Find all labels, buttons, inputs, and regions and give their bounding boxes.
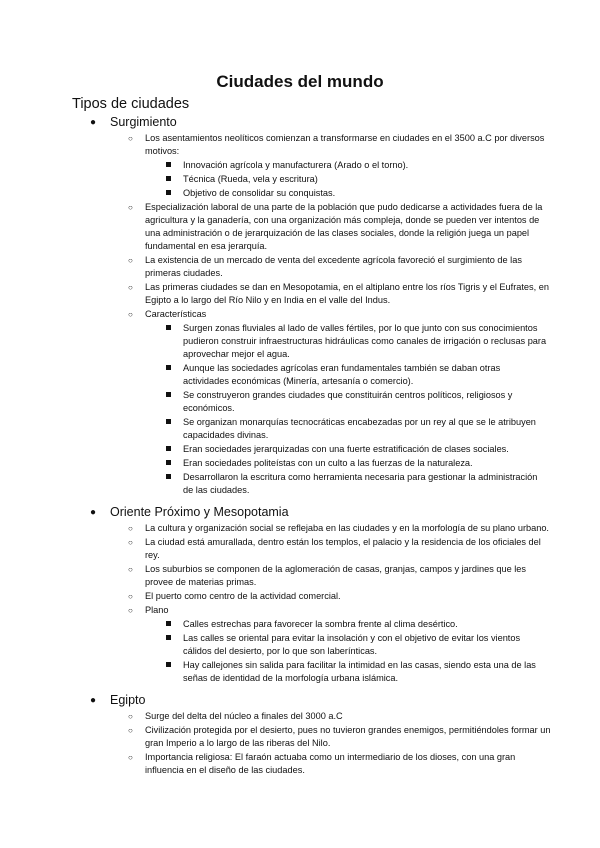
bullet-dot-icon: ● (90, 695, 97, 706)
list-text: Los suburbios se componen de la aglomeración de casas, granjas, campos y jardines que les provee de materias primas. (145, 564, 526, 587)
bullet-square-icon (166, 325, 171, 330)
list-text: Eran sociedades politeístas con un culto a las fuerzas de la naturaleza. (183, 458, 473, 468)
list-item (0, 159, 600, 172)
bullet-circle-icon: ○ (128, 283, 133, 292)
bullet-square-icon (166, 474, 171, 479)
bullet-circle-icon: ○ (128, 726, 133, 735)
section-oriente (0, 505, 600, 686)
list-item (0, 201, 600, 253)
bullet-circle-icon: ○ (128, 134, 133, 143)
bullet-square-icon (166, 365, 171, 370)
list-item (0, 471, 600, 497)
bullet-circle-icon: ○ (128, 565, 133, 574)
list-item (0, 724, 600, 750)
bullet-square-icon (166, 162, 171, 167)
list-text: Desarrollaron la escritura como herramienta necesaria para gestionar la administración de las ciudades. (183, 472, 538, 495)
bullet-square-icon (166, 446, 171, 451)
bullet-dot-icon: ● (90, 117, 97, 128)
list-item (0, 173, 600, 186)
bullet-circle-icon: ○ (128, 538, 133, 547)
list-text: Innovación agrícola y manufacturera (Arado o el torno). (183, 160, 409, 170)
list-heading: Oriente Próximo y Mesopotamia (110, 505, 289, 519)
list-text: Se organizan monarquías tecnocráticas encabezadas por un rey al que se le atribuyen capacidades divinas. (183, 417, 536, 440)
bullet-square-icon (166, 460, 171, 465)
list-item (0, 254, 600, 280)
bullet-circle-icon: ○ (128, 256, 133, 265)
list-item (0, 751, 600, 777)
list-text: Técnica (Rueda, vela y escritura) (183, 174, 318, 184)
bullet-circle-icon: ○ (128, 753, 133, 762)
list-heading: Egipto (110, 693, 146, 707)
list-text: Especialización laboral de una parte de la población que pudo dedicarse a actividades fuera de la agricultura y la ganadería, con una organización más compleja, donde se pueden ver intentos de una administración o de jerarquización de las clases sociales, donde la religión juega un papel fundamental en esa jerarquía. (145, 202, 543, 251)
list-item (0, 443, 600, 456)
list-item (0, 187, 600, 200)
list-item (0, 416, 600, 442)
list-item (0, 281, 600, 307)
list-text: Eran sociedades jerarquizadas con una fuerte estratificación de clases sociales. (183, 444, 509, 454)
bullet-square-icon (166, 176, 171, 181)
list-text: La existencia de un mercado de venta del excedente agrícola favoreció el surgimiento de las primeras ciudades. (145, 255, 522, 278)
list-text: Las primeras ciudades se dan en Mesopotamia, en el altiplano entre los ríos Tigris y el Eufrates, en Egipto a lo largo del Río Nilo y en India en el valle del Indus. (145, 282, 549, 305)
list-text: La cultura y organización social se reflejaba en las ciudades y en la morfología de su plano urbano. (145, 523, 549, 533)
list-text: Plano (145, 605, 169, 615)
bullet-circle-icon: ○ (128, 606, 133, 615)
list-item (0, 308, 600, 321)
list-item (0, 132, 600, 158)
list-item (0, 604, 600, 617)
list-item (0, 457, 600, 470)
list-text: Aunque las sociedades agrícolas eran fundamentales también se daban otras actividades económicas (Minería, artesanía o comercio). (183, 363, 501, 386)
list-item (0, 522, 600, 535)
bullet-square-icon (166, 419, 171, 424)
section-heading: Tipos de ciudades (72, 96, 190, 112)
list-heading: Surgimiento (110, 115, 177, 129)
list-text: Las calles se oriental para evitar la insolación y con el objetivo de evitar los vientos cálidos del desierto, por lo que son laberínticas. (183, 633, 521, 656)
list-text: Importancia religiosa: El faraón actuaba como un intermediario de los dioses, con una gran influencia en el diseño de las ciudades. (145, 752, 516, 775)
bullet-circle-icon: ○ (128, 203, 133, 212)
bullet-square-icon (166, 621, 171, 626)
list-item (0, 322, 600, 361)
list-text: Características (145, 309, 207, 319)
list-text: Surge del delta del núcleo a finales del 3000 a.C (145, 711, 343, 721)
list-item (0, 536, 600, 562)
page-title: Ciudades del mundo (216, 72, 384, 91)
list-text: Surgen zonas fluviales al lado de valles fértiles, por lo que junto con sus conocimientos pudieron construir infraestructuras hidráulicas como canales de irrigación o reclusas para aprovechar mejor el agua. (183, 323, 547, 359)
list-item (0, 632, 600, 658)
bullet-circle-icon: ○ (128, 712, 133, 721)
bullet-square-icon (166, 190, 171, 195)
bullet-dot-icon: ● (90, 507, 97, 518)
list-item (0, 710, 600, 723)
list-text: El puerto como centro de la actividad comercial. (145, 591, 341, 601)
list-text: Se construyeron grandes ciudades que constituirán centros políticos, religiosos y económicos. (183, 390, 513, 413)
bullet-circle-icon: ○ (128, 592, 133, 601)
list-item (0, 590, 600, 603)
list-text: Calles estrechas para favorecer la sombra frente al clima desértico. (183, 619, 458, 629)
section-egipto (0, 693, 600, 778)
bullet-square-icon (166, 635, 171, 640)
bullet-circle-icon: ○ (128, 310, 133, 319)
bullet-square-icon (166, 392, 171, 397)
list-item (0, 563, 600, 589)
list-item (0, 362, 600, 388)
list-text: Civilización protegida por el desierto, pues no tuvieron grandes enemigos, permitiéndoles formar un gran Imperio a lo largo de las riberas del Nilo. (145, 725, 551, 748)
list-text: Objetivo de consolidar su conquistas. (183, 188, 336, 198)
list-text: Los asentamientos neolíticos comienzan a transformarse en ciudades en el 3500 a.C por diversos motivos: (145, 133, 545, 156)
list-item (0, 659, 600, 685)
list-text: Hay callejones sin salida para facilitar la intimidad en las casas, siendo esta una de las señas de identidad de la morfología urbana islámica. (183, 660, 536, 683)
list-item-level1 (0, 693, 600, 708)
section-surgimiento (0, 115, 600, 498)
list-item (0, 618, 600, 631)
list-item-level1 (0, 115, 600, 130)
list-item (0, 389, 600, 415)
list-item-level1 (0, 505, 600, 520)
bullet-circle-icon: ○ (128, 524, 133, 533)
bullet-square-icon (166, 662, 171, 667)
list-text: La ciudad está amurallada, dentro están los templos, el palacio y la residencia de los oficiales del rey. (145, 537, 541, 560)
